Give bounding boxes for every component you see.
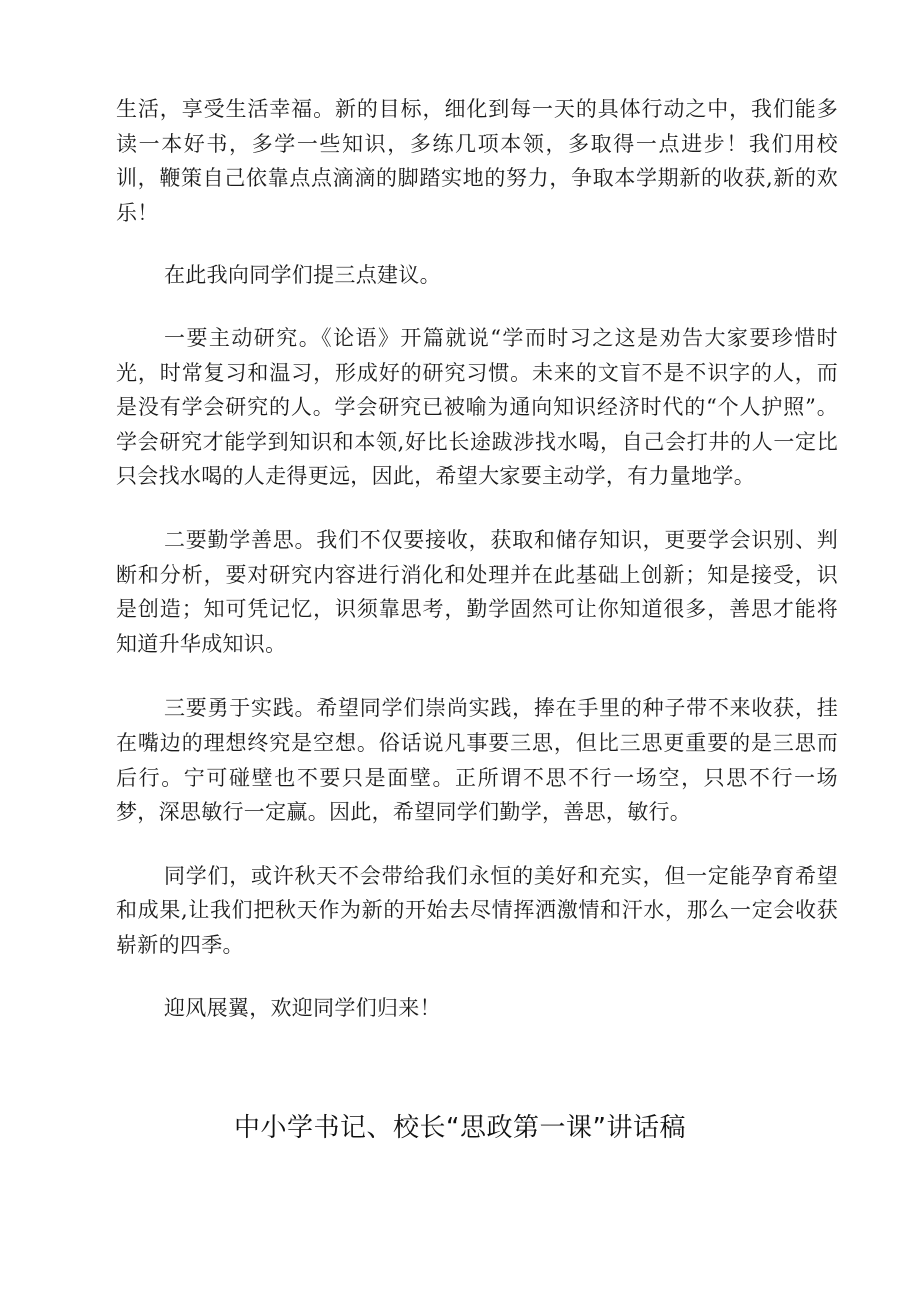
paragraph-continuation: 生活，享受生活幸福。新的目标，细化到每一天的具体行动之中，我们能多读一本好书，多学一些知识，多练几项本领，多取得一点进步！我们用校训，鞭策自己依靠点点滴滴的脚踏实地的努力，争取本学期新的收获,新的欢乐！ — [116, 97, 838, 225]
paragraph-suggestion-one: 一要主动研究。《论语》开篇就说“学而时习之这是劝告大家要珍惜时光，时常复习和温习，形成好的研究习惯。未来的文盲不是不识字的人，而是没有学会研究的人。学会研究已被喻为通向知识经济时代的“个人护照”。学会研究才能学到知识和本领,好比长途跋涉找水喝，自己会打井的人一定比只会找水喝的人走得更远，因此，希望大家要主动学，有力量地学。 — [116, 325, 838, 489]
paragraph-closing: 同学们，或许秋天不会带给我们永恒的美好和充实，但一定能孕育希望和成果,让我们把秋天作为新的开始去尽情挥洒激情和汗水，那么一定会收获崭新的四季。 — [116, 863, 838, 957]
document-body — [116, 92, 838, 1026]
next-article-title: 中小学书记、校长“思政第一课”讲话稿 — [234, 1113, 686, 1143]
paragraph-suggestion-three: 三要勇于实践。希望同学们崇尚实践，捧在手里的种子带不来收获，挂在嘴边的理想终究是空想。俗话说凡事要三思，但比三思更重要的是三思而后行。宁可碰壁也不要只是面壁。正所谓不思不行一场空，只思不行一场梦，深思敏行一定赢。因此，希望同学们勤学，善思，敏行。 — [116, 696, 838, 825]
paragraph-suggestions-intro: 在此我向同学们提三点建议。 — [164, 263, 441, 288]
paragraph-suggestion-two: 二要勤学善思。我们不仅要接收，获取和储存知识，更要学会识别、判断和分析，要对研究内容进行消化和处理并在此基础上创新；知是接受，识是创造；知可凭记忆，识须靠思考，勤学固然可让你知道很多，善思才能将知道升华成知识。 — [116, 527, 838, 656]
paragraph-welcome: 迎风展翼，欢迎同学们归来！ — [164, 996, 441, 1021]
